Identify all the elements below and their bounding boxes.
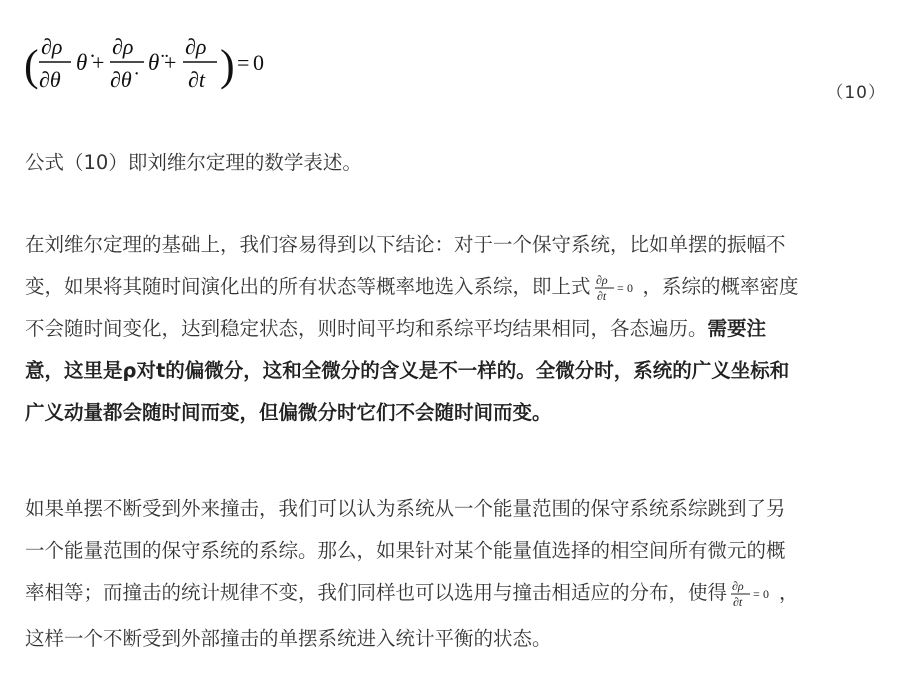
equation-number: （10）	[826, 83, 886, 103]
paragraph-3-line-3	[25, 572, 893, 614]
inline-2-zero: 0	[763, 587, 770, 601]
paragraph-1	[25, 148, 893, 178]
paragraph-2-line-1: 在刘维尔定理的基础上，我们容易得到以下结论：对于一个保守系统，比如单摆的振幅不	[25, 233, 786, 256]
paragraph-2-line-3-text: 不会随时间变化，达到稳定状态，则时间平均和系综平均结果相同，各态遍历。	[25, 317, 708, 340]
inline-1-equals: =	[616, 281, 624, 295]
inline-1-denominator: ∂t	[596, 289, 606, 303]
inline-2-numerator: ∂ρ	[732, 579, 744, 593]
fraction-2-numerator: ∂ρ	[112, 34, 134, 59]
plus-1: +	[92, 50, 105, 75]
fraction-3-numerator: ∂ρ	[185, 34, 207, 59]
paragraph-3-line-2: 一个能量范围的保守系统的系综。那么，如果针对某个能量值选择的相空间所有微元的概	[25, 539, 786, 562]
inline-partial-derivative-1	[593, 273, 641, 303]
inline-2-equals: =	[753, 587, 760, 601]
rhs-zero: 0	[253, 50, 264, 75]
paragraph-2	[25, 224, 893, 434]
paragraph-4	[25, 624, 893, 654]
paragraph-3-line-3-start: 率相等；而撞击的统计规律不变，我们同样也可以选用与撞击相适应的分布，使得	[25, 581, 728, 604]
liouville-equation	[24, 28, 324, 104]
inline-2-denominator: ∂t	[733, 595, 743, 609]
inline-partial-derivative-2	[729, 579, 777, 609]
paragraph-4-text: 这样一个不断受到外部撞击的单摆系统进入统计平衡的状态。	[25, 627, 552, 650]
paragraph-2-line-5-emphasis: 广义动量都会随时间而变，但偏微分时它们不会随时间而变。	[25, 401, 552, 424]
paragraph-2-line-2-end: ，系综的概率密度	[642, 275, 799, 298]
right-paren: )	[220, 41, 235, 90]
paragraph-2-line-4-emphasis: 意，这里是ρ对t的偏微分，这和全微分的含义是不一样的。全微分时，系统的广义坐标和	[25, 359, 790, 382]
paragraph-2-line-2	[25, 266, 893, 308]
paragraph-2-line-3	[25, 308, 893, 350]
paragraph-2-line-2-start: 变，如果将其随时间演化出的所有状态等概率地选入系综，即上式	[25, 275, 591, 298]
fraction-2-denominator: ∂θ̇	[110, 67, 132, 92]
paragraph-2-line-3-emphasis: 需要注	[707, 317, 767, 340]
equals-sign: =	[237, 50, 250, 75]
fraction-1-numerator: ∂ρ	[41, 34, 63, 59]
left-paren: (	[24, 41, 39, 90]
paragraph-1-text: 公式（10）即刘维尔定理的数学表述。	[25, 151, 362, 174]
paragraph-3-line-1: 如果单摆不断受到外来撞击，我们可以认为系统从一个能量范围的保守系统系综跳到了另	[25, 497, 786, 520]
paragraph-3-line-3-end: ，	[779, 581, 799, 604]
fraction-3-denominator: ∂t	[188, 67, 205, 92]
theta-ddot: θ̈	[148, 50, 160, 75]
inline-1-numerator: ∂ρ	[595, 273, 608, 287]
equation-10	[24, 28, 894, 104]
fraction-1-denominator: ∂θ	[39, 67, 61, 92]
theta-dot: θ̇	[76, 50, 88, 75]
paragraph-3	[25, 488, 893, 614]
inline-1-zero: 0	[626, 281, 633, 295]
plus-2: +	[164, 50, 177, 75]
